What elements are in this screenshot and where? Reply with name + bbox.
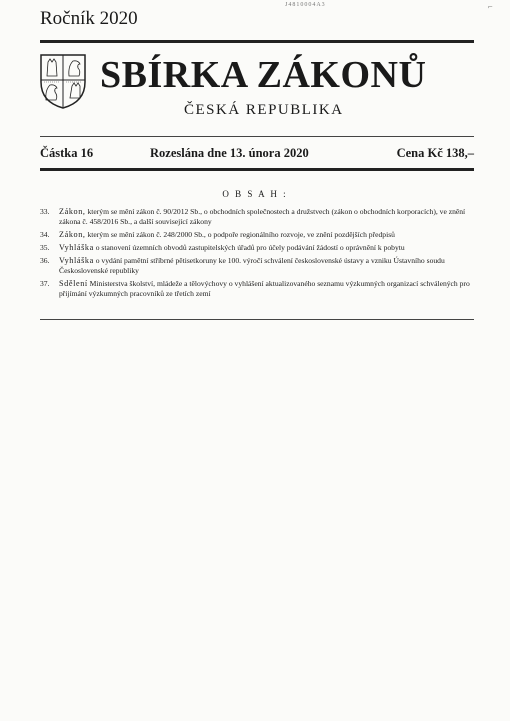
scan-code-mark: J4810004A3 [285,2,326,8]
entry-number: 33. [40,207,50,216]
entry-number: 34. [40,230,50,239]
header-rule [40,136,474,137]
corner-mark: ⌐ [488,2,493,11]
contents-entry [40,230,474,240]
entry-number: 35. [40,243,50,252]
contents-list [40,207,474,302]
contents-entry [40,243,474,253]
contents-entry [40,207,474,227]
entry-number: 37. [40,279,50,288]
entry-type: Zákon, [59,230,86,239]
contents-entry [40,256,474,276]
entry-type: Vyhláška [59,243,94,252]
entry-text: kterým se mění zákon č. 248/2000 Sb., o podpoře regionálního rozvoje, ve znění pozdějších předpisů [87,230,395,239]
contents-heading: O B S A H : [222,189,288,199]
entry-text: kterým se mění zákon č. 90/2012 Sb., o obchodních společnostech a družstvech (zákon o obchodních korporacích), ve znění zákona č. 458/2016 Sb., a další související zákony [59,207,466,226]
entry-text: o vydání pamětní stříbrné pětisetkoruny ke 100. výročí schválení československé ústavy a vzniku Ústavního soudu Československé republiky [59,256,445,275]
entry-type: Vyhláška [59,256,94,265]
issue-number: Částka 16 [40,146,94,160]
czech-coat-of-arms-icon [38,52,88,110]
issue-price: Cena Kč 138,– [396,146,474,160]
issue-rule [40,168,474,171]
contents-bottom-rule [40,319,474,320]
publication-title: SBÍRKA ZÁKONŮ [100,54,427,96]
entry-text: Ministerstva školství, mládeže a tělovýchovy o vyhlášení aktualizovaného seznamu výzkumných organizací schválených pro přijímání výzkumných pracovníků ze třetích zemí [59,279,470,298]
publication-subtitle: ČESKÁ REPUBLIKA [184,102,344,118]
entry-text: o stanovení územních obvodů zastupitelských úřadů pro účely podávání žádostí o oprávnění k pobytu [95,243,405,252]
issue-date: Rozeslána dne 13. února 2020 [150,146,309,160]
entry-type: Zákon, [59,207,86,216]
entry-number: 36. [40,256,50,265]
contents-entry [40,279,474,299]
top-rule [40,40,474,43]
entry-type: Sdělení [59,279,88,288]
volume-year: Ročník 2020 [40,8,138,29]
